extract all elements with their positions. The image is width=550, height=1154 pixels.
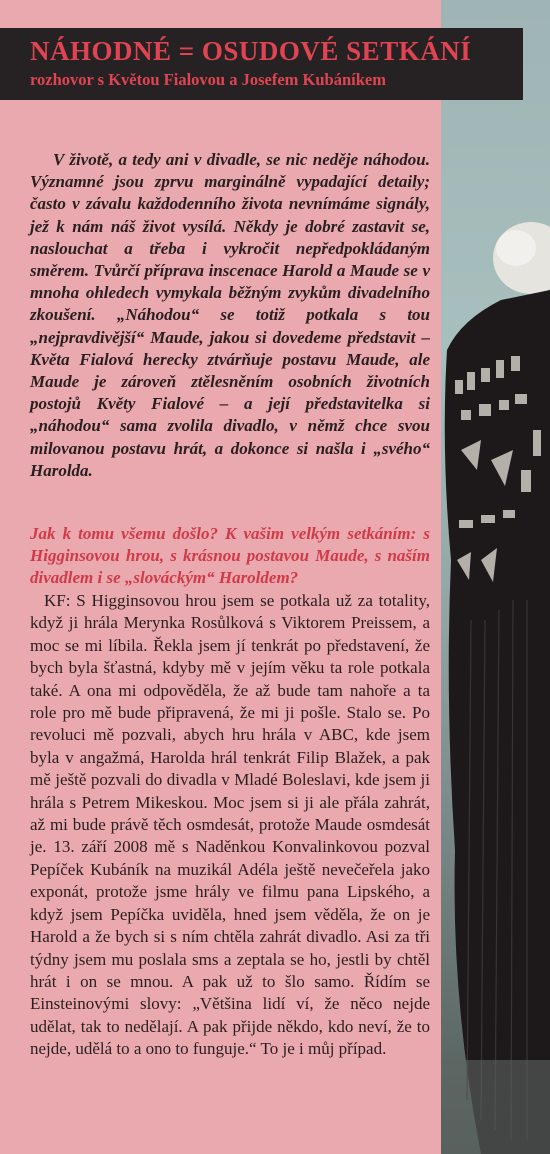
article-subtitle: rozhovor s Květou Fialovou a Josefem Kubáníkem (30, 70, 386, 89)
actress-photo (441, 0, 550, 1154)
article-intro: V životě, a tedy ani v divadle, se nic neděje náhodou. Významné jsou zprvu marginálně vypadající detaily; často v závalu každodenního života nevnímáme signály, jež k nám náš život vysílá. Někdy je dobré zastavit se, naslouchat a třeba i vykročit nepředpokládaným směrem. Tvůrčí příprava inscenace Harold a Maude se v mnoha ohledech vymykala běžným zvykům divadelního zkoušení. „Náhodou“ se totiž potkala s tou „nejpravdivější“ Maude, jakou si dovedeme představit – Květa Fialová herecky ztvárňuje postavu Maude, ale Maude je zároveň ztělesněním osobních životních postojů Květy Fialové – a její představitelka si „náhodou“ sama zvolila divadlo, v němž chce svou milovanou postavu hrát, a dokonce si našla i „svého“ Harolda. (30, 150, 430, 480)
article-title: NÁHODNÉ = OSUDOVÉ SETKÁNÍ (30, 36, 472, 66)
interview-question: Jak k tomu všemu došlo? K vašim velkým setkáním: s Higginsovou hrou, s krásnou postavou Maude, s naším divadlem i se „slováckým“ Haroldem? (30, 524, 430, 588)
photo-illustration (441, 0, 550, 1154)
interview-answer: KF: S Higginsovou hrou jsem se potkala už za totality, když ji hrála Merynka Rosůlková s Viktorem Preissem, a moc se mi líbila. Řekla jsem jí tenkrát po představení, že bych byla šťastná, kdyby mě v jejím věku ta role potkala také. A ona mi odpověděla, že až bude tam nahoře a ta role pro mě bude připravená, že mi ji pošle. Stalo se. Po revoluci mě pozvali, abych hru hrála v ABC, kde jsem byla v angažmá, Harolda hrál tenkrát Filip Blažek, a pak mě ještě pozvali do divadla v Mladé Boleslavi, kde jsem ji hrála s Petrem Mikeskou. Moc jsem si ji ale přála zahrát, až mi bude právě těch osmdesát, protože Maude osmdesát je. 13. září 2008 mě s Naděnkou Konvalinkovou pozval Pepíček Kubáník na muzikál Adéla ještě nevečeřela jako exponát, protože jsme hrály ve filmu pana Lipského, a když jsem Pepíčka uviděla, hned jsem věděla, že on je Harold a že bych si s ním chtěla zahrát divadlo. Asi za tři týdny jsem mu poslala sms a zeptala se ho, jestli by chtěl hrát i on se mnou. A pak už to šlo samo. Řídím se Einsteinovými slovy: „Většina lidí ví, že něco nejde udělat, tak to nedělají. A pak přijde někdo, kdo neví, že to nejde, udělá to a ono to funguje.“ To je i můj případ. (30, 591, 430, 1059)
